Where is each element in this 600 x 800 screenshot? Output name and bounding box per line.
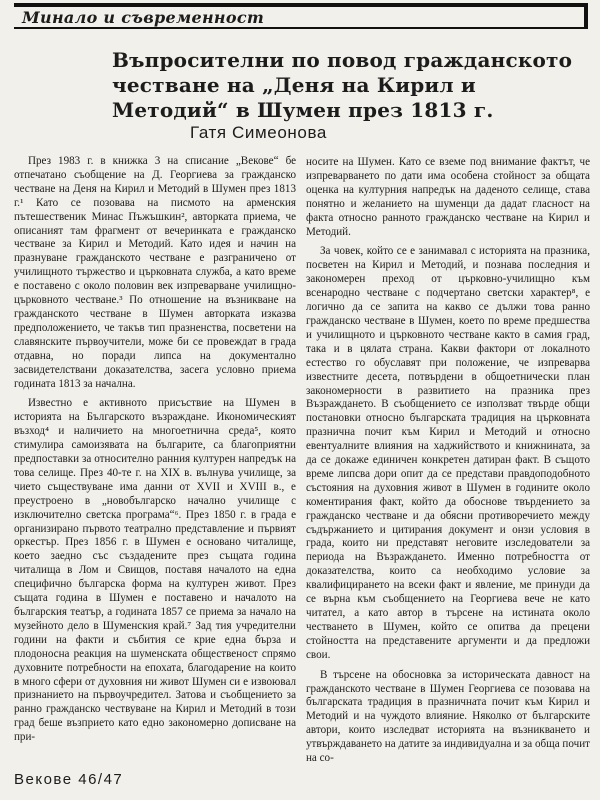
paragraph: За човек, който се е занимавал с историята на празника, посветен на Кирил и Методий, и познава последния и закономерен преход от църковно-училищно към всенародно честване с подчертано светски характер⁸, е логично да се запита на какво се дължи това ранно гражданско честване в Шумен, което по време предшества и училищното и църковното честване както в самия град, така и в цялата страна. Какви фактори от локалното естество го обуславят при положение, че изпреварва известните десета, потвърдени в общоетнически план закономерности в развитието на празника през Възраждането. В съобщението се използват твърде общи постановки относно българската традиция на църковната празнична почит към Кирил и Методий и относно евентуалните влияния на хаджийството и книжнината, за да се докаже единичен конкретен датиран факт. В същото време липсва дори опит да се представи правдоподобното състояния на духовния живот в Шумен в годините около коментирания факт, който да обоснове твърдението за гражданско честване и да обясни противоречието между съдържанието и цитирания документ и онзи условия в града, които ни представят неговите изследователи за периода на Възраждането. Именно потребността от доказателства, които са необходимо условие за квалифицирането на всеки факт и явление, ме принуди да се върна към съобщението на Георгиева вече не като читател, а като автор в търсене на истината около честването в Шумен, който се опитва да прецени стойността на представените аргументи и да предложи свои. [306,245,590,661]
paragraph: носите на Шумен. Като се вземе под внимание фактът, че изпреварването по дати има особена стойност за общата оценка на културния напредък на даденото селище, става понятно и желанието на шуменци да дадат гласност на факта относно ранното гражданско честване на Кирил и Методий. [306,156,590,238]
section-rubric: Минало и съвременност [22,8,265,27]
paragraph: През 1983 г. в книжка 3 на списание „Векове“ бе отпечатано съобщение на Д. Георгиева за гражданско честване на Деня на Кирил и Методий в Шумен през 1813 г.¹ Като се позовава на писмото на арменския пътешественик Минас Пъжъшкин², авторката приема, че описаният там фрагмент от вечеринката е гражданско честване за Кирил и Методий. Като идея и начин на празнуване гражданското честване е разграничено от училищното тържество и църковната служба, а като време е поставено с около половин век изпреварване училищно-църковното честване.³ По отношение на възникване на гражданското честване в Шумен авторката изказва предположението, че такъв тип празненства, посветени на славянските първоучители, може би се провеждат в града отдавна, но поради липса на документално засвидетелствани доказателства, засега условно приема годината 1813 за начална. [14,155,296,390]
text-column-right [306,156,590,772]
journal-issue-footer: Векове 46/47 [14,771,124,788]
article-author: Гатя Симеонова [190,123,327,142]
paragraph: В търсене на обосновка за историческата давност на гражданското честване в Шумен Георгиева се позовава на българската традиция в празничната почит към Кирил и Методий и на чуждото влияние. Няколко от българските автори, които изследват историята на възникването и утвърждаването на датите за индивидуална и за обща почит на со- [306,668,590,765]
article-title: Въпросителни по повод гражданското честване на „Деня на Кирил и Методий“ в Шумен през 1813 г. [112,48,573,122]
section-header [14,3,588,29]
paragraph: Известно е активното присъствие на Шумен в историята на Българското възраждане. Икономическият възход⁴ и наличието на многоетнична среда⁵, която стимулира самоизявата на българите, са благоприятни предпоставки за относително ранния културен напредък на това селище. През 40-те г. на XIX в. вълнува училище, за чието съществуване има данни от XVII и XVIII в., е преустроено в „новобългарско начално училище с изключително светска програма“⁶. През 1850 г. в града е организирано първото театрално представление и първият оркестър. През 1856 г. в Шумен е основано читалище, което заедно със създадените през същата година читалища в Лом и Свищов, поставя началото на една специфично българска форма на културен живот. През същата година в Шумен е поставено и началото на българския театър, а годината 1857 се приема за начало на музейното дело в Шуменския край.⁷ Зад тия учредителни години на факти и събития се крие една бърза и плодоносна реакция на шуменската общественост спрямо духовните потребности на епохата, благодарение на които в много сфери от духовния ни живот Шумен си е извоювал признанието на първоучредител. Затова и съобщението за ранно гражданско чествуване на Кирил и Методий в този град беше възприето като едно закономерно дописване на при- [14,397,296,744]
header-rule-mark [584,7,588,27]
text-column-left [14,155,296,751]
